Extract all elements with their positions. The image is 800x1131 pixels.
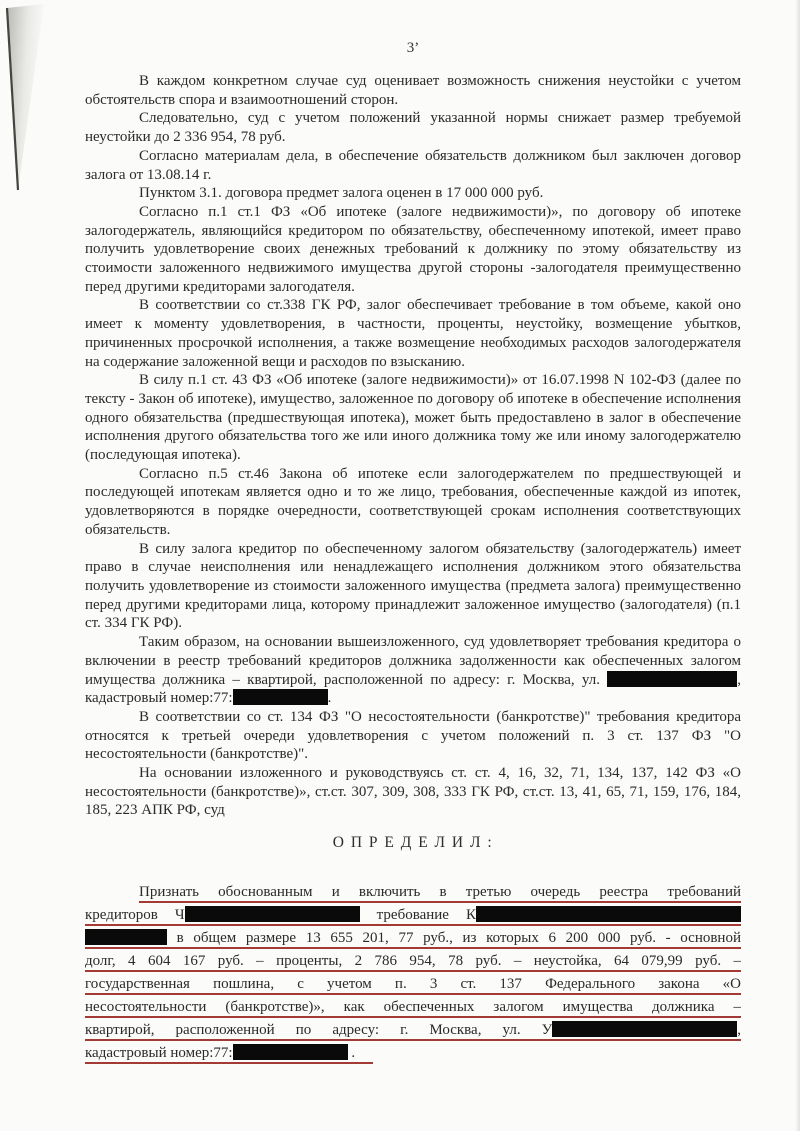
redaction-bar [233,689,328,705]
red-underline [85,924,741,926]
ruling-heading: О П Р Е Д Е Л И Л : [332,834,494,852]
operative-line: в общем размере 13 655 201, 77 руб., из которых 6 200 000 руб. - основной [85,927,741,950]
paragraph: В силу п.1 ст. 43 ФЗ «Об ипотеке (залоге недвижимости)» от 16.07.1998 N 102-ФЗ (далее по тексту - Закон об ипотеке), имущество, заложенное по договору об ипотеке в обеспечение исполнения одного обязательства (предшествующая ипотека), может быть предоставлено в залог в обеспечение исполнения другого обязательства того же или иного должника тому же или иному залогодержателю (последующая ипотека). [85,372,741,464]
red-underline [85,947,741,949]
red-underline [139,901,741,903]
redaction-bar [476,906,741,922]
operative-line: кадастровый номер:77: . [85,1042,741,1065]
paragraph: Таким образом, на основании вышеизложенного, суд удовлетворяет требования кредитора о включении в реестр требований кредиторов должника задолженности как обеспеченных залогом имущества должника – квартирой, расположенной по адресу: г. Москва, ул. , кадастровый номер:77: . [85,634,741,707]
operative-line: кредиторов Ч требование К [85,904,741,927]
paragraph: Согласно п.5 ст.46 Закона об ипотеке если залогодержателем по предшествующей и последующей ипотекам является одно и то же лицо, требования, обеспеченные каждой из ипотек, удовлетворяются в порядке очередности, соответствующей срокам исполнения соответствующих обязательств. [85,465,741,538]
scan-edge-shadow [795,0,800,1131]
paragraph: Согласно материалам дела, в обеспечение обязательств должником был заключен договор залога от 13.08.14 г. [85,147,741,183]
redaction-bar [607,671,737,687]
paragraphs [85,72,741,820]
paragraph: Пунктом 3.1. договора предмет залога оценен в 17 000 000 руб. [139,185,544,202]
red-underline [85,970,741,972]
operative-line: долг, 4 604 167 руб. – проценты, 2 786 954, 78 руб. – неустойка, 64 079,99 руб. – [85,950,741,973]
redaction-bar [552,1021,737,1037]
operative-line: несостоятельности (банкротстве)», как обеспеченных залогом имущества должника – [85,996,741,1019]
red-underline [85,1016,741,1018]
operative-line: Признать обоснованным и включить в третью очередь реестра требований [85,881,741,904]
paragraph: В силу залога кредитор по обеспеченному залогом обязательству (залогодержатель) имеет право в случае неисполнения или ненадлежащего исполнения должником этого обязательства получить удовлетворение из стоимости заложенного имущества (предмета залога) преимущественно перед другими кредиторами лица, которому принадлежит заложенное имущество (залогодателя) (п.1 ст. 334 ГК РФ). [85,540,741,632]
red-underline [85,1039,741,1041]
redaction-bar [185,906,360,922]
redaction-bar [233,1044,348,1060]
document-content [85,40,741,1065]
paragraph: В соответствии со ст.338 ГК РФ, залог обеспечивает требование в том объеме, какой оно имеет к моменту удовлетворения, в частности, проценты, неустойку, возмещение убытков, причиненных просрочкой исполнения, а также возмещение необходимых расходов залогодержателя на содержание заложенной вещи и расходов по взысканию. [85,297,741,370]
operative-line: государственная пошлина, с учетом п. 3 ст. 137 Федерального закона «О [85,973,741,996]
redaction-bar [85,929,167,945]
paragraph: Следовательно, суд с учетом положений указанной нормы снижает размер требуемой неустойки до 2 336 954, 78 руб. [85,110,741,146]
operative-line: квартирой, расположенной по адресу: г. Москва, ул. У , [85,1019,741,1042]
paragraph: Согласно п.1 ст.1 ФЗ «Об ипотеке (залоге недвижимости)», по договору об ипотеке залогодержатель, являющийся кредитором по обязательству, обеспеченному ипотекой, имеет право получить удовлетворение своих денежных требований к должнику по этому обязательству из стоимости заложенного недвижимого имущества другой стороны -залогодателя преимущественно перед другими кредиторами залогодателя. [85,203,741,295]
operative-block [85,881,741,1065]
paragraph: В каждом конкретном случае суд оценивает возможность снижения неустойки с учетом обстоятельств спора и взаимоотношений сторон. [85,73,741,108]
red-underline [85,993,741,995]
paragraph: На основании изложенного и руководствуясь ст. ст. 4, 16, 32, 71, 134, 137, 142 ФЗ «О несостоятельности (банкротстве)», ст.ст. 307, 309, 308, 333 ГК РФ, ст.ст. 13, 41, 65, 71, 159, 176, 184, 185, 223 АПК РФ, суд [85,765,741,819]
page-number: 3’ [406,40,420,56]
paragraph: В соответствии со ст. 134 ФЗ "О несостоятельности (банкротстве)" требования кредитора относятся к третьей очереди удовлетворения с учетом положений п. 3 ст. 137 ФЗ "О несостоятельности (банкротстве)". [85,708,741,763]
red-underline [85,1062,373,1064]
page-corner-fold-artifact [0,0,56,210]
